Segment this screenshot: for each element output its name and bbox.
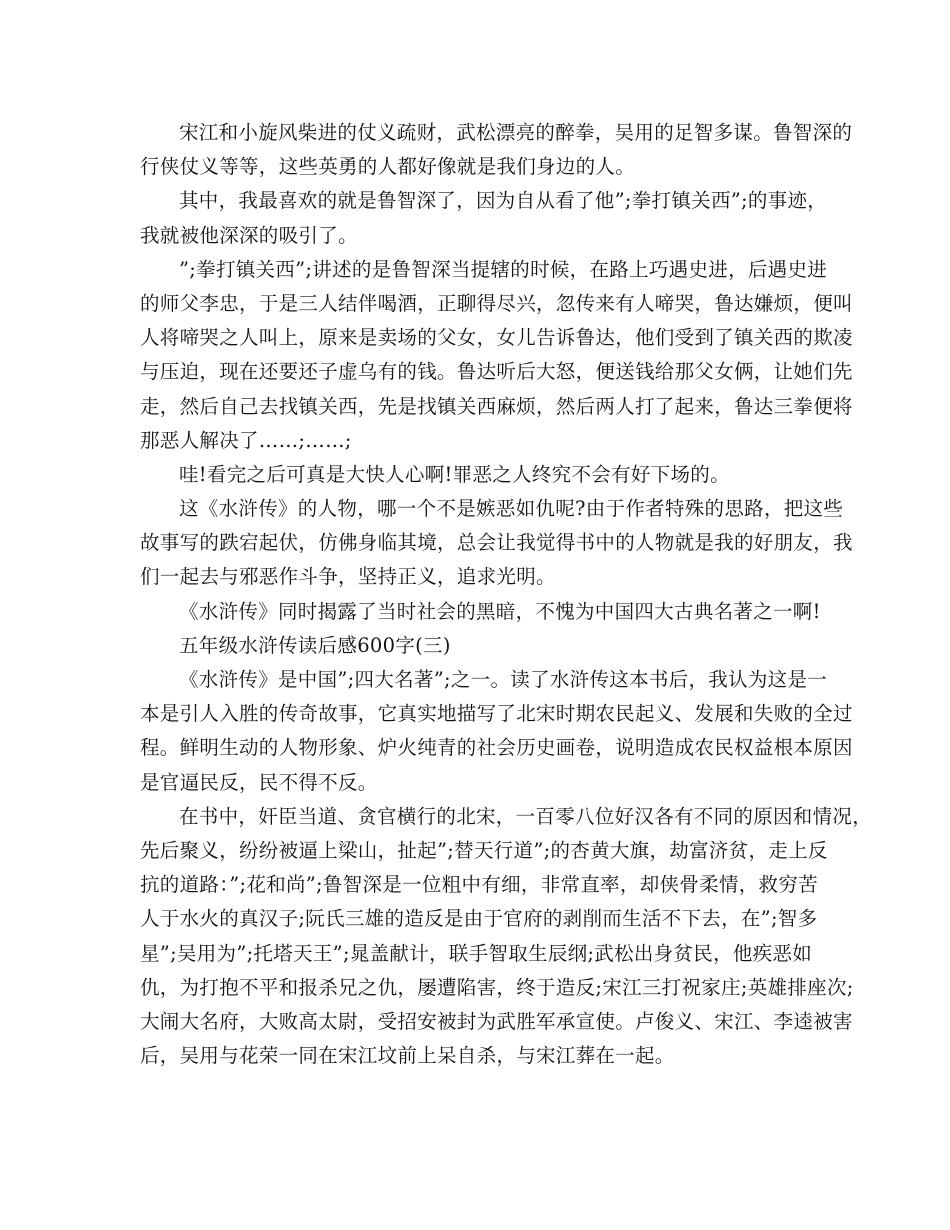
text-line: 这《水浒传》的人物，哪一个不是嫉恶如仇呢?由于作者特殊的思路，把这些 [179,497,844,521]
text-line: 与压迫，现在还要还子虚乌有的钱。鲁达听后大怒，便送钱给那父女俩，让她们先 [140,360,853,384]
text-line: 先后聚义，纷纷被逼上梁山，扯起”;替天行道”;的杏黄大旗，劫富济贫，走上反 [140,838,828,862]
text-line: 行侠仗义等等，这些英勇的人都好像就是我们身边的人。 [140,155,636,179]
text-line: 哇!看完之后可真是大快人心啊!罪恶之人终究不会有好下场的。 [179,462,730,486]
text-line: 那恶人解决了……;……; [140,428,352,452]
text-line: 其中，我最喜欢的就是鲁智深了，因为自从看了他”;拳打镇关西”;的事迹， [179,189,828,213]
text-line: 后，吴用与花荣一同在宋江坟前上呆自杀，与宋江葬在一起。 [140,1044,675,1068]
text-line: 人将啼哭之人叫上，原来是卖场的父女，女儿告诉鲁达，他们受到了镇关西的欺凌 [140,326,853,350]
text-line: 大闹大名府，大败高太尉，受招安被封为武胜军承宣使。卢俊义、宋江、李逵被害 [140,1009,853,1033]
text-line: 《水浒传》是中国”;四大名著”;之一。读了水浒传这本书后，我认为这是一 [179,668,828,691]
text-line: 人于水火的真汉子;阮氏三雄的造反是由于官府的剥削而生活不下去，在”;智多 [140,907,818,931]
text-line: 五年级水浒传读后感600字(三) [179,633,451,657]
text-line: 我就被他深深的吸引了。 [140,223,358,247]
text-line: 《水浒传》同时揭露了当时社会的黑暗，不愧为中国四大古典名著之一啊! [179,599,821,623]
text-line: 在书中，奸臣当道、贪官横行的北宋，一百零八位好汉各有不同的原因和情况， [179,804,873,828]
document-body [140,116,873,1073]
text-line: ”;拳打镇关西”;讲述的是鲁智深当提辖的时候，在路上巧遇史进，后遇史进 [179,257,828,281]
text-line: 走，然后自己去找镇关西，先是找镇关西麻烦，然后两人打了起来，鲁达三拳便将 [140,394,853,418]
text-line: 抗的道路：”;花和尚”;鲁智深是一位粗中有细，非常直率，却侠骨柔情，救穷苦 [140,873,818,897]
text-line: 仇，为打抱不平和报杀兄之仇，屡遭陷害，终于造反;宋江三打祝家庄;英雄排座次; [140,975,854,999]
text-line: 宋江和小旋风柴进的仗义疏财，武松漂亮的醉拳，吴用的足智多谋。鲁智深的 [179,121,853,144]
text-line: 的师父李忠，于是三人结伴喝酒，正聊得尽兴，忽传来有人啼哭，鲁达嫌烦，便叫 [140,291,853,315]
text-line: 星”;吴用为”;托塔天王”;晁盖献计，联手智取生辰纲;武松出身贫民，他疾恶如 [140,941,813,965]
text-line: 是官逼民反，民不得不反。 [140,770,378,794]
text-line: 本是引人入胜的传奇故事，它真实地描写了北宋时期农民起义、发展和失败的全过 [140,702,853,726]
text-line: 们一起去与邪恶作斗争，坚持正义，追求光明。 [140,565,556,589]
text-line: 故事写的跌宕起伏，仿佛身临其境，总会让我觉得书中的人物就是我的好朋友，我 [140,531,853,555]
text-line: 程。鲜明生动的人物形象、炉火纯青的社会历史画卷，说明造成农民权益根本原因 [140,736,853,760]
